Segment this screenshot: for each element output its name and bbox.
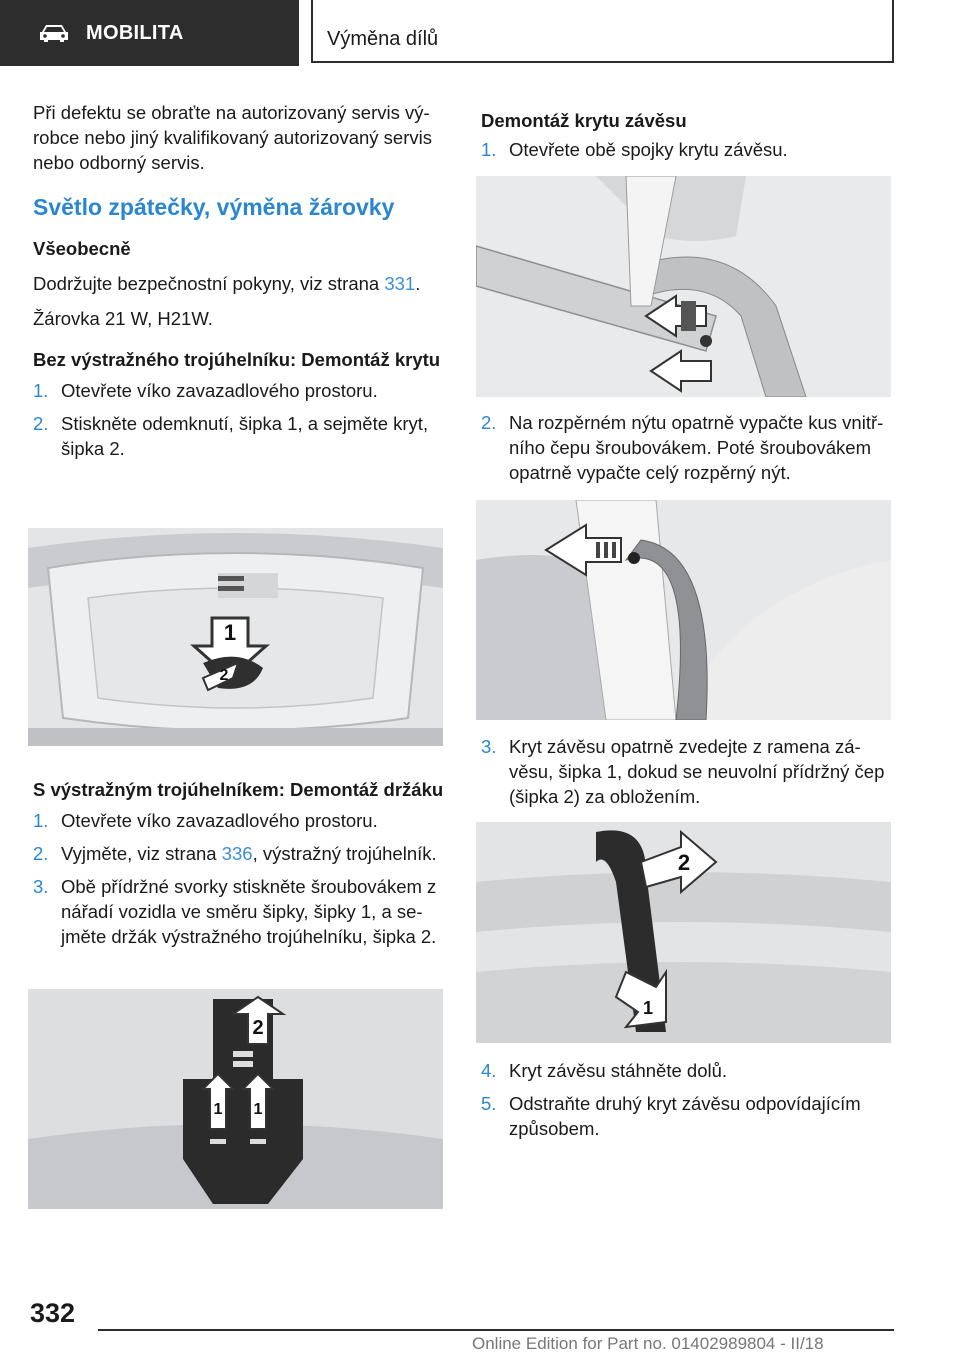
right-column-step3 — [481, 734, 896, 809]
intro-text: Při defektu se obraťte na autorizovaný servis výrobce nebo jiný kvalifikovaný autorizovaný servis nebo odborný servis. — [33, 102, 432, 173]
figure-expanding-rivet — [476, 500, 891, 720]
list-item: 1. Otevřete víko zavazadlového prostoru. — [33, 810, 378, 831]
right-column-step2 — [481, 410, 896, 485]
step-list — [481, 1058, 896, 1141]
section-title: Světlo zpátečky, výměna žárovky — [33, 194, 395, 220]
subsection-heading: Demontáž krytu závěsu — [481, 110, 687, 131]
arrow-label: 1 — [223, 620, 237, 645]
section-label: MOBILITA — [86, 21, 184, 44]
footer-rule — [98, 1329, 894, 1331]
subsection-heading: S výstražným trojúhelníkem: Demontáž držáku — [33, 779, 444, 800]
chapter-title: Výměna dílů — [311, 0, 894, 63]
step-list — [481, 410, 896, 485]
page-link-336[interactable]: 336 — [221, 843, 253, 864]
list-item: 2. Stiskněte odemknutí, šipka 1, a sejměte kryt, šipka 2. — [33, 413, 429, 459]
list-item: 2. Vyjměte, viz strana 336, výstražný trojúhelník. — [33, 843, 437, 864]
arrow-label: 1 — [213, 1101, 223, 1118]
bulb-spec: Žárovka 21 W, H21W. — [33, 308, 213, 329]
general-heading: Všeobecně — [33, 238, 131, 259]
list-item: 4. Kryt závěsu stáhněte dolů. — [481, 1060, 728, 1081]
page-number: 332 — [30, 1298, 76, 1328]
step-list — [33, 378, 448, 461]
figure-trunk-lid-cover — [28, 528, 443, 746]
arrow-label: 1 — [253, 1101, 263, 1118]
step-list — [481, 137, 896, 162]
step-list — [33, 808, 448, 949]
list-item: 2. Na rozpěrném nýtu opatrně vypačte kus vnitřního čepu šroubovákem. Poté šroubovákem opatrně vypačte celý rozpěrný nýt. — [481, 412, 884, 483]
page-link-331[interactable]: 331 — [384, 273, 416, 294]
figure-warning-triangle-holder — [28, 989, 443, 1209]
footer-edition: Online Edition for Part no. 01402989804 - II/18 — [472, 1334, 824, 1353]
header-section-tab — [0, 0, 299, 66]
right-column — [481, 108, 896, 162]
arrow-label: 2 — [252, 1017, 264, 1039]
list-item: 1. Otevřete víko zavazadlového prostoru. — [33, 380, 378, 401]
car-icon — [38, 23, 70, 43]
arrow-label: 2 — [677, 850, 691, 875]
subsection-heading: Bez výstražného trojúhelníku: Demontáž krytu — [33, 349, 441, 370]
figure-hinge-cover-clips — [476, 176, 891, 397]
figure-hinge-arm-cover — [476, 822, 891, 1043]
left-column — [33, 100, 448, 461]
safety-note: Dodržujte bezpečnostní pokyny, viz strana 331. — [33, 273, 421, 294]
arrow-label: 2 — [219, 667, 229, 684]
list-item: 3. Obě přídržné svorky stiskněte šroubovákem z nářadí vozidla ve směru šipky, šipky 1, a sejměte držák výstražného trojúhelníku, šipka 2. — [33, 876, 437, 947]
arrow-label: 1 — [642, 998, 654, 1018]
list-item: 5. Odstraňte druhý kryt závěsu odpovídajícím způsobem. — [481, 1093, 861, 1139]
left-column-lower — [33, 777, 448, 949]
right-column-step4-5 — [481, 1058, 896, 1141]
list-item: 3. Kryt závěsu opatrně zvedejte z ramena závěsu, šipka 1, dokud se neuvolní přídržný čep (šipka 2) za obložením. — [481, 736, 885, 807]
step-list — [481, 734, 896, 809]
list-item: 1. Otevřete obě spojky krytu závěsu. — [481, 139, 788, 160]
